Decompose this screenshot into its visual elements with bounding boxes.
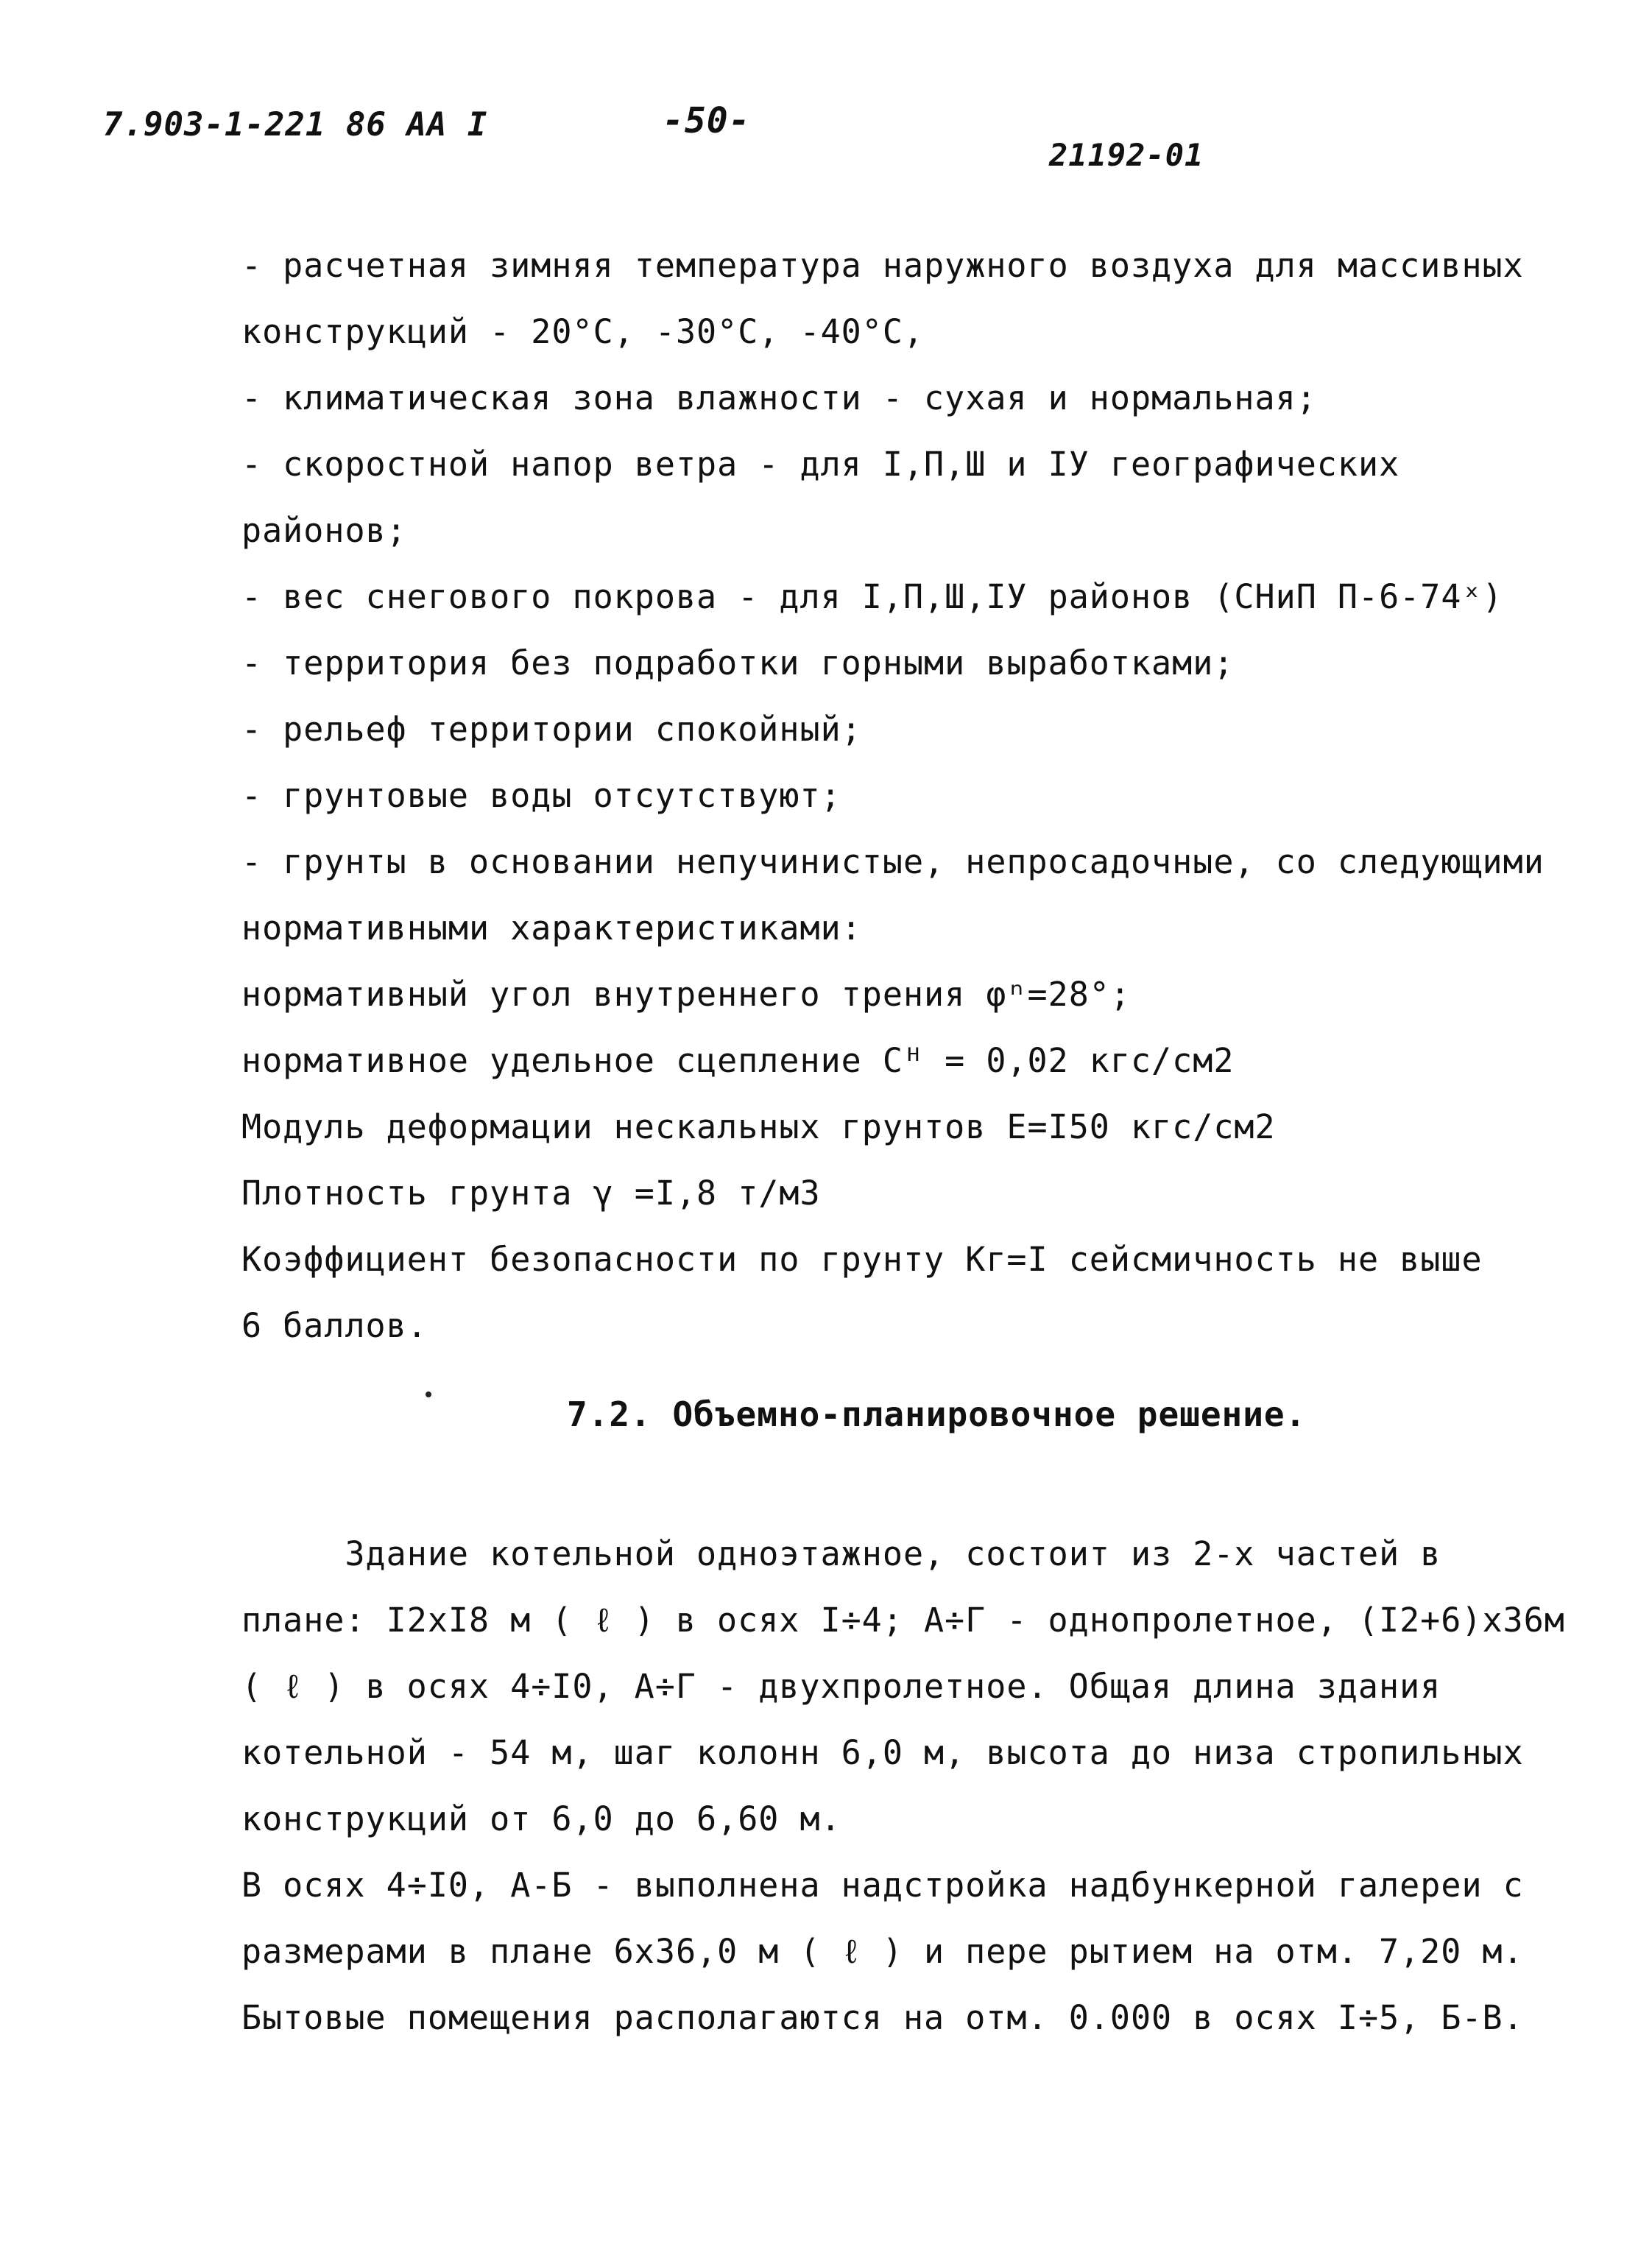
document-code: 7.903-1-221 86 АА I — [103, 106, 488, 144]
paragraph-line: плане: I2xI8 м ( ℓ ) в осях I÷4; А÷Г - однопролетное, (I2+6)x36м — [241, 1601, 1565, 1640]
text-line: - климатическая зона влажности - сухая и нормальная; — [241, 378, 1317, 417]
section-heading: 7.2. Объемно-планировочное решение. — [567, 1394, 1307, 1434]
stray-mark — [426, 1391, 431, 1397]
paragraph-line: Здание котельной одноэтажное, состоит из 2-х частей в — [241, 1534, 1441, 1573]
text-line: районов; — [241, 511, 407, 550]
paragraph-line: котельной - 54 м, шаг колонн 6,0 м, высота до низа стропильных — [241, 1733, 1524, 1772]
text-line: нормативное удельное сцепление Сᴴ = 0,02 кгс/см2 — [241, 1041, 1235, 1080]
text-line: Плотность грунта γ =I,8 т/м3 — [241, 1174, 821, 1213]
text-line: Коэффициент безопасности по грунту Кг=I сейсмичность не выше — [241, 1240, 1483, 1279]
text-line: 6 баллов. — [241, 1306, 428, 1345]
text-line: конструкций - 20°С, -30°С, -40°С, — [241, 312, 925, 351]
text-line: нормативный угол внутреннего трения φⁿ=28°; — [241, 975, 1131, 1014]
page-number: -50- — [663, 100, 751, 141]
paragraph-line: В осях 4÷I0, А-Б - выполнена надстройка надбункерной галереи с — [241, 1866, 1524, 1905]
paragraph-line: конструкций от 6,0 до 6,60 м. — [241, 1799, 841, 1838]
text-line: нормативными характеристиками: — [241, 909, 862, 948]
paragraph-line: размерами в плане 6x36,0 м ( ℓ ) и пере рытием на отм. 7,20 м. — [241, 1932, 1524, 1971]
text-line: - вес снегового покрова - для I,П,Ш,IУ районов (СНиП П-6-74ˣ) — [241, 577, 1503, 616]
reference-number: 21192-01 — [1049, 137, 1204, 173]
paragraph-line: ( ℓ ) в осях 4÷I0, А÷Г - двухпролетное. Общая длина здания — [241, 1667, 1441, 1706]
text-line: Модуль деформации нескальных грунтов Е=I50 кгс/см2 — [241, 1107, 1276, 1146]
paragraph-line: Бытовые помещения располагаются на отм. 0.000 в осях I÷5, Б-В. — [241, 1998, 1524, 2037]
text-line: - грунтовые воды отсутствуют; — [241, 776, 841, 815]
text-line: - грунты в основании непучинистые, непросадочные, со следующими — [241, 842, 1545, 881]
text-line: - расчетная зимняя температура наружного воздуха для массивных — [241, 246, 1524, 285]
text-line: - территория без подработки горными выработками; — [241, 643, 1235, 682]
text-line: - рельеф территории спокойный; — [241, 710, 862, 749]
text-line: - скоростной напор ветра - для I,П,Ш и IУ географических — [241, 445, 1400, 484]
